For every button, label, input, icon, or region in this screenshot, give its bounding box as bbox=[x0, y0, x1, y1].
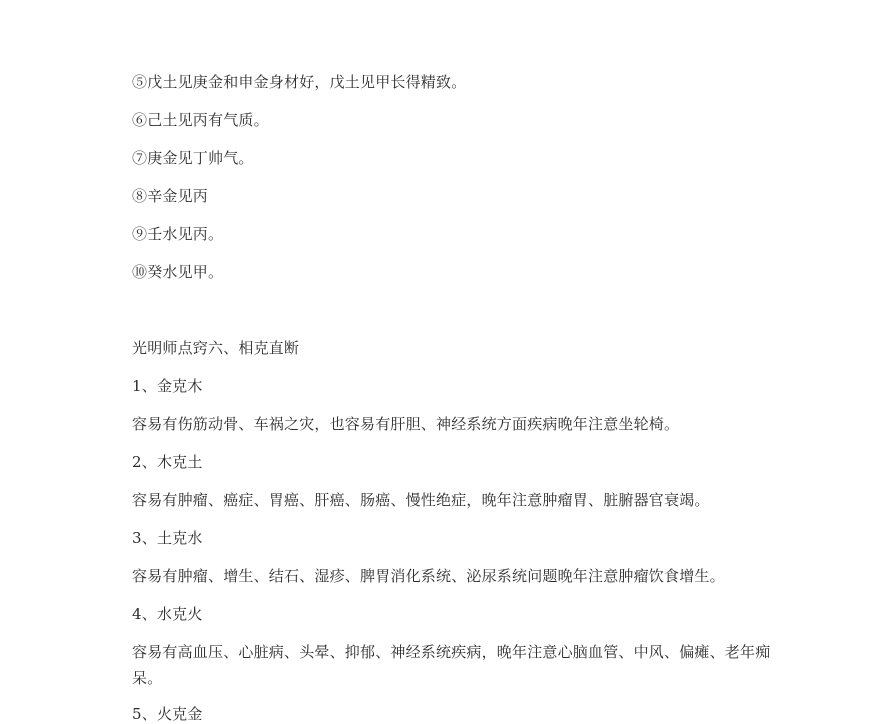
section-title: 光明师点窍六、相克直断 bbox=[132, 339, 300, 357]
list-item-7: ⑦庚金见丁帅气。 bbox=[132, 149, 254, 167]
entry-heading-3: 3、土克水 bbox=[132, 529, 203, 547]
entry-text-2: 容易有肿瘤、癌症、胃癌、肝癌、肠癌、慢性绝症，晚年注意肿瘤胃、脏腑器官衰竭。 bbox=[132, 491, 710, 509]
list-item-5: ⑤戊土见庚金和申金身材好，戊土见甲长得精致。 bbox=[132, 73, 467, 91]
list-item-6: ⑥己土见丙有气质。 bbox=[132, 111, 269, 129]
entry-heading-5: 5、火克金 bbox=[132, 705, 203, 723]
list-item-8: ⑧辛金见丙 bbox=[132, 187, 209, 205]
list-item-9: ⑨壬水见丙。 bbox=[132, 225, 224, 243]
entry-heading-1: 1、金克木 bbox=[132, 377, 203, 395]
entry-text-3: 容易有肿瘤、增生、结石、湿疹、脾胃消化系统、泌尿系统问题晚年注意肿瘤饮食增生。 bbox=[132, 567, 725, 585]
entry-heading-4: 4、水克火 bbox=[132, 605, 203, 623]
entry-text-1: 容易有伤筋动骨、车祸之灾，也容易有肝胆、神经系统方面疾病晚年注意坐轮椅。 bbox=[132, 415, 680, 433]
list-item-10: ⑩癸水见甲。 bbox=[132, 263, 224, 281]
entry-heading-2: 2、木克土 bbox=[132, 453, 203, 471]
entry-text-4: 容易有高血压、心脏病、头晕、抑郁、神经系统疾病，晚年注意心脑血管、中风、偏瘫、老年痴呆。 bbox=[132, 643, 771, 687]
